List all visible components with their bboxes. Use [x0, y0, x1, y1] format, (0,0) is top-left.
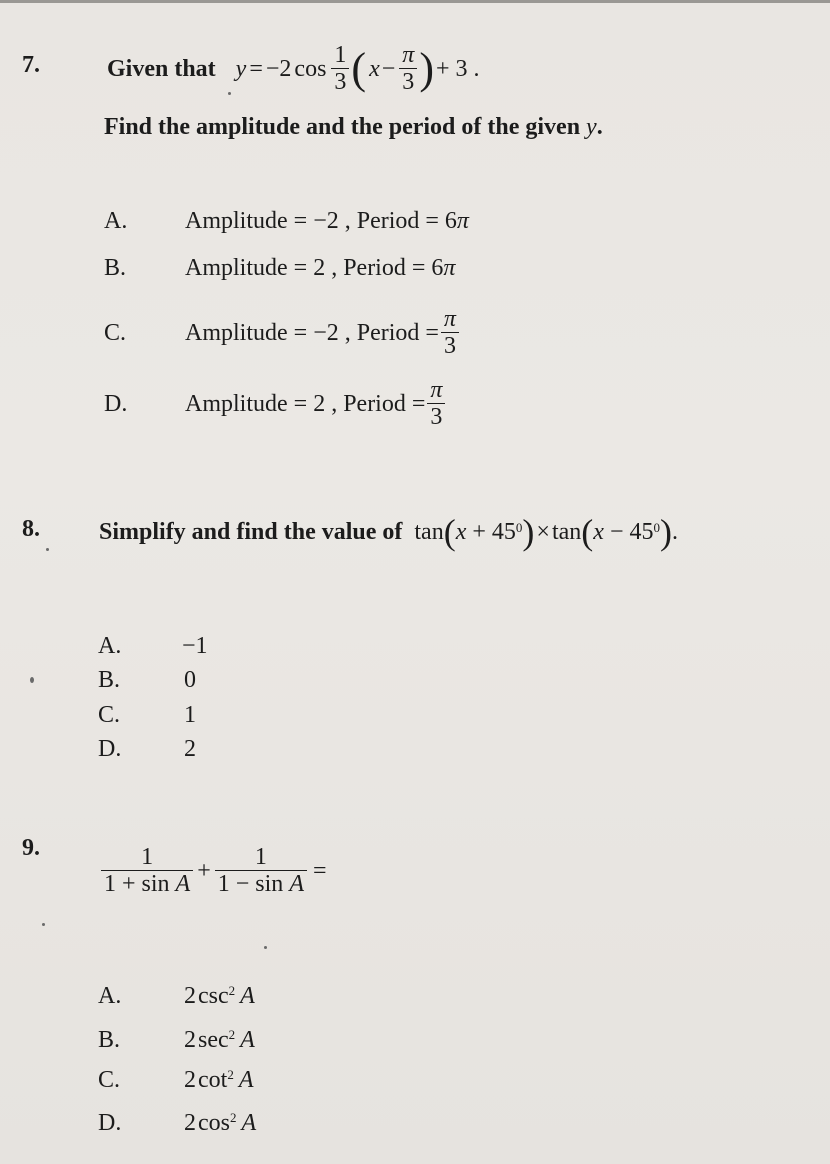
q7-eq-eq: =: [249, 55, 263, 82]
q9-option-c[interactable]: [98, 1067, 254, 1094]
q8-deg1: 0: [515, 520, 523, 535]
q9-option-b-exp: 2: [228, 1027, 236, 1042]
q7-option-c-letter: C.: [104, 319, 127, 346]
q9-option-d-var: A: [241, 1110, 257, 1136]
q7-option-d-num: π: [430, 376, 443, 403]
q7-instruction-end: .: [596, 114, 603, 140]
q9-option-a-var: A: [240, 983, 255, 1009]
q8-open-paren-2: (: [581, 512, 594, 552]
q7-eq-pi-num: π: [402, 41, 415, 68]
q7-eq-frac-num: 1: [334, 41, 347, 68]
q8-option-c-letter: C.: [98, 702, 121, 728]
paper-speck: [42, 923, 45, 926]
q9-equals: =: [312, 857, 327, 884]
q9-f2-den-b: A: [289, 870, 304, 897]
q7-option-d-text: Amplitude = 2 , Period =: [185, 390, 426, 417]
q9-option-d-exp: 2: [230, 1110, 237, 1125]
q9-option-a[interactable]: [98, 983, 255, 1010]
q7-option-a-pi: π: [456, 208, 469, 234]
paper-speck: [264, 946, 267, 949]
q8-option-a-value: −1: [182, 633, 208, 659]
q8-number: 8.: [22, 516, 40, 542]
q7-option-a-letter: A.: [104, 208, 128, 234]
q7-option-d-letter: D.: [104, 390, 128, 417]
q9-plus: +: [197, 857, 211, 884]
q9-f2-num: 1: [254, 843, 267, 870]
q7-eq-fraction: [331, 43, 349, 96]
q9-f1-den-a: 1 + sin: [104, 870, 176, 897]
q8-x2: x: [593, 518, 604, 545]
q9-option-a-letter: A.: [98, 983, 122, 1009]
q7-option-c-text: Amplitude = −2 , Period =: [185, 319, 439, 346]
q7-option-d[interactable]: [104, 371, 447, 437]
q8-deg2: 0: [653, 520, 660, 535]
q7-eq-y: y: [235, 55, 247, 82]
q8-minus: − 45: [603, 518, 654, 545]
q7-eq-func: cos: [294, 55, 327, 82]
q9-option-d[interactable]: [98, 1110, 256, 1137]
q9-fraction-1: [101, 845, 193, 898]
q9-option-b-coef: 2: [184, 1027, 196, 1053]
q7-prompt: Given that: [107, 55, 216, 82]
q9-option-a-func: csc: [198, 983, 229, 1009]
q7-option-b-letter: B.: [104, 255, 127, 281]
q9-fraction-2: [215, 845, 307, 898]
q9-option-c-func: cot: [198, 1067, 228, 1093]
q8-option-d-value: 2: [184, 736, 196, 762]
q7-eq-coef: −2: [265, 55, 292, 82]
q9-f1-den-b: A: [175, 870, 191, 897]
paper-speck: [46, 548, 49, 551]
q7-eq-frac-den: 3: [331, 68, 349, 95]
q9-option-c-var: A: [238, 1067, 254, 1093]
q8-option-a-letter: A.: [98, 633, 122, 659]
q9-option-a-coef: 2: [184, 983, 196, 1009]
q7-option-b-text: Amplitude = 2 , Period = 6: [185, 255, 444, 281]
q8-option-b-value: 0: [184, 667, 196, 693]
q9-expression: [99, 836, 327, 906]
q7-option-c-den: 3: [441, 332, 459, 359]
q9-option-a-exp: 2: [228, 983, 236, 998]
q7-eq-pi-den: 3: [399, 68, 417, 95]
q9-f1-den: [101, 870, 193, 897]
q8-x1: x: [455, 518, 467, 545]
q8-option-d[interactable]: [98, 736, 196, 763]
q8-plus: + 45: [466, 518, 516, 545]
q9-option-c-letter: C.: [98, 1067, 121, 1093]
paper-speck: [228, 92, 231, 95]
q9-option-b-var: A: [240, 1027, 255, 1053]
q8-option-a[interactable]: [98, 633, 208, 660]
q9-option-b-func: sec: [198, 1027, 229, 1053]
q9-option-c-exp: 2: [227, 1067, 234, 1082]
q8-close-paren-2: ): [660, 512, 672, 552]
q8-tan1: tan: [414, 518, 444, 545]
q8-question: [99, 504, 678, 560]
q7-option-d-den: 3: [427, 403, 445, 430]
q8-option-d-letter: D.: [98, 736, 122, 762]
q7-eq-tail: + 3 .: [435, 55, 480, 82]
q8-prompt: Simplify and find the value of: [99, 518, 403, 545]
q9-f2-den: [215, 870, 307, 897]
q7-option-b[interactable]: [104, 255, 455, 282]
q7-eq-close-paren: ): [419, 44, 434, 93]
q8-option-c-value: 1: [184, 702, 196, 728]
q7-option-c-fraction: [441, 307, 459, 360]
q9-option-d-func: cos: [198, 1110, 230, 1136]
q7-instruction: [104, 114, 603, 141]
q8-option-c[interactable]: [98, 702, 196, 729]
q9-f1-num: 1: [141, 843, 154, 870]
q7-option-d-fraction: [427, 378, 445, 431]
q8-tan2: tan: [551, 518, 582, 545]
page-top-edge: [0, 0, 830, 3]
paper-speck: [30, 677, 34, 683]
q9-option-b-letter: B.: [98, 1027, 121, 1053]
q8-end: .: [672, 518, 678, 545]
q7-eq-pi-fraction: [399, 43, 417, 96]
q7-option-b-pi: π: [443, 255, 456, 281]
q7-instruction-text: Find the amplitude and the period of the given: [104, 114, 581, 140]
q7-option-a[interactable]: [104, 208, 469, 235]
q7-number: 7.: [22, 52, 40, 78]
q8-option-b-letter: B.: [98, 667, 121, 693]
q8-open-paren-1: (: [443, 512, 456, 552]
q7-eq-x: x: [369, 55, 380, 82]
q8-option-b[interactable]: [98, 667, 196, 694]
q9-option-d-coef: 2: [184, 1110, 196, 1136]
q8-close-paren-1: ): [522, 512, 535, 552]
q9-number: 9.: [22, 835, 40, 861]
q8-times: ×: [536, 518, 550, 545]
q9-option-b[interactable]: [98, 1027, 255, 1054]
q7-instruction-var: y: [586, 114, 597, 140]
q9-option-c-coef: 2: [184, 1067, 196, 1093]
q9-option-d-letter: D.: [98, 1110, 122, 1136]
q7-question: [107, 34, 480, 104]
q7-option-a-text: Amplitude = −2 , Period = 6: [185, 208, 457, 234]
q9-f2-den-a: 1 − sin: [217, 870, 290, 897]
q7-eq-open-paren: (: [351, 44, 367, 93]
q7-eq-minus: −: [381, 55, 396, 82]
q7-option-c[interactable]: [104, 300, 461, 366]
q7-option-c-num: π: [443, 305, 456, 332]
